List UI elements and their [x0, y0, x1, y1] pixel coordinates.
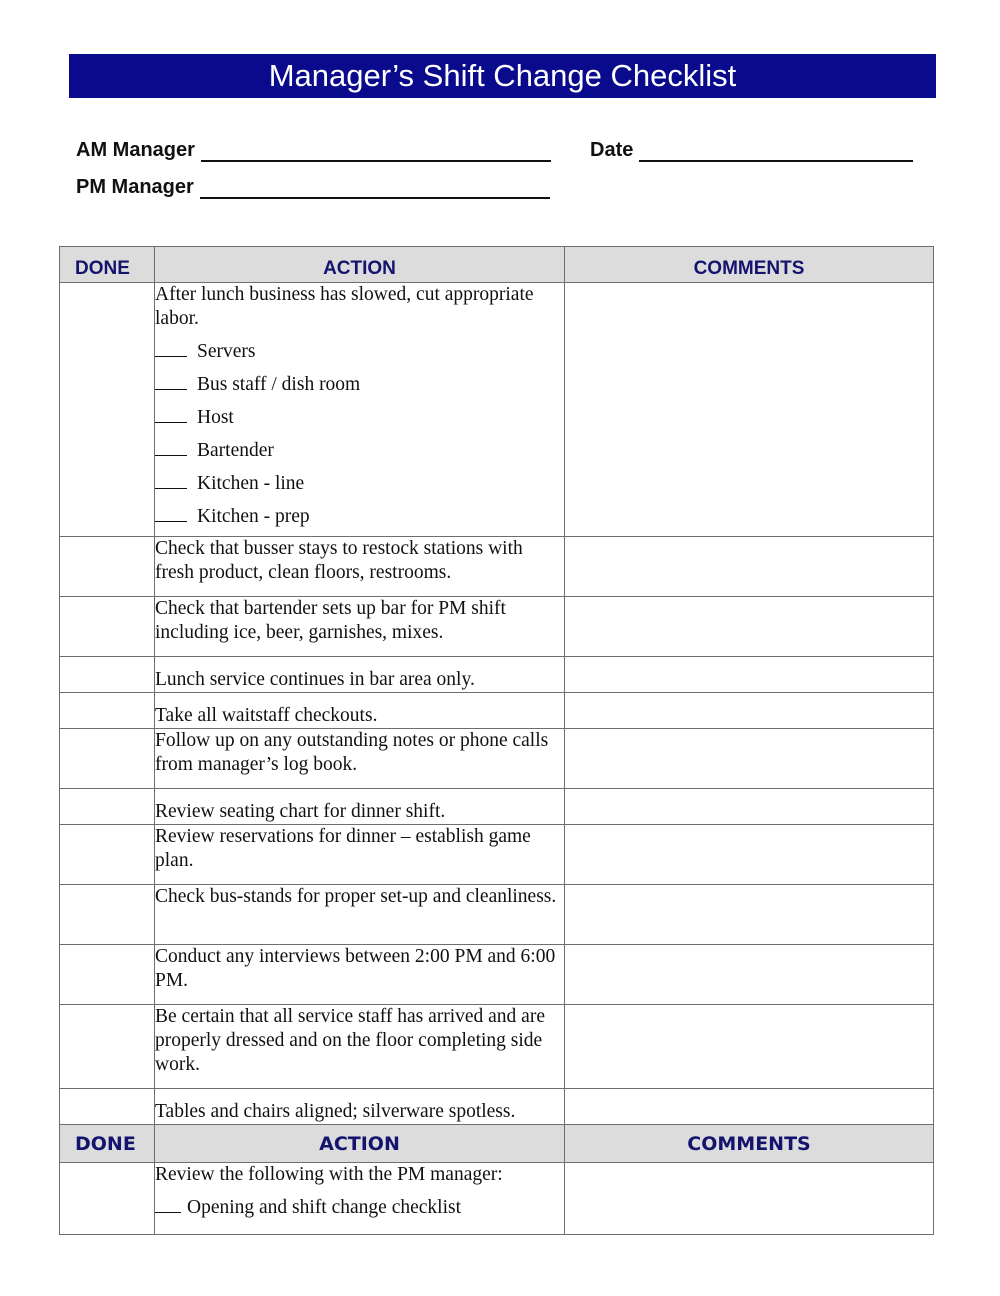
action-header: ACTION: [155, 247, 565, 283]
table-row: [60, 1163, 934, 1235]
pm-manager-label: PM Manager: [76, 176, 194, 198]
comments-cell[interactable]: [565, 825, 934, 885]
sub-item: Opening and shift change checklist: [155, 1194, 564, 1220]
done-cell[interactable]: [60, 1163, 155, 1235]
done-cell[interactable]: [60, 693, 155, 729]
am-manager-label: AM Manager: [76, 139, 195, 161]
action-cell: Review reservations for dinner – establish game plan.: [155, 825, 565, 885]
comments-header: COMMENTS: [565, 247, 934, 283]
checkbox-blank[interactable]: [155, 404, 187, 423]
date-input[interactable]: [639, 140, 913, 162]
table-row: [60, 1005, 934, 1089]
action-cell: Take all waitstaff checkouts.: [155, 693, 565, 729]
comments-cell[interactable]: [565, 283, 934, 537]
table-row: [60, 597, 934, 657]
done-header: DONE: [60, 247, 155, 283]
checkbox-blank[interactable]: [155, 338, 187, 357]
done-cell[interactable]: [60, 597, 155, 657]
pm-manager-field: [76, 175, 550, 199]
table-row: [60, 825, 934, 885]
table-row: [60, 657, 934, 693]
table-row: [60, 945, 934, 1005]
sub-item: Kitchen - prep: [155, 503, 564, 529]
checkbox-blank[interactable]: [155, 1194, 181, 1213]
comments-header: COMMENTS: [565, 1125, 934, 1163]
action-cell: Check that bartender sets up bar for PM shift including ice, beer, garnishes, mixes.: [155, 597, 565, 657]
done-cell[interactable]: [60, 1005, 155, 1089]
comments-cell[interactable]: [565, 693, 934, 729]
checklist-table: [59, 246, 934, 1235]
table-row: [60, 1089, 934, 1125]
action-text: Review the following with the PM manager:: [155, 1164, 503, 1185]
action-cell: Tables and chairs aligned; silverware spotless.: [155, 1089, 565, 1125]
table-row: [60, 885, 934, 945]
action-header: ACTION: [155, 1125, 565, 1163]
done-cell[interactable]: [60, 1089, 155, 1125]
table-header-row: [60, 247, 934, 283]
comments-cell[interactable]: [565, 729, 934, 789]
comments-cell[interactable]: [565, 657, 934, 693]
sub-item: Kitchen - line: [155, 470, 564, 496]
done-cell[interactable]: [60, 789, 155, 825]
done-cell[interactable]: [60, 657, 155, 693]
action-cell: Review seating chart for dinner shift.: [155, 789, 565, 825]
action-cell: [155, 283, 565, 537]
action-cell: Follow up on any outstanding notes or phone calls from manager’s log book.: [155, 729, 565, 789]
action-cell: Be certain that all service staff has arrived and are properly dressed and on the floor completing side work.: [155, 1005, 565, 1089]
comments-cell[interactable]: [565, 537, 934, 597]
date-label: Date: [590, 139, 634, 161]
sub-item: Host: [155, 404, 564, 430]
done-cell[interactable]: [60, 945, 155, 1005]
table-header-row: [60, 1125, 934, 1163]
comments-cell[interactable]: [565, 1089, 934, 1125]
done-cell[interactable]: [60, 537, 155, 597]
comments-cell[interactable]: [565, 597, 934, 657]
action-cell: Conduct any interviews between 2:00 PM and 6:00 PM.: [155, 945, 565, 1005]
am-manager-field: [76, 138, 551, 162]
done-cell[interactable]: [60, 283, 155, 537]
done-cell[interactable]: [60, 729, 155, 789]
action-cell: Check that busser stays to restock stations with fresh product, clean floors, restrooms.: [155, 537, 565, 597]
am-manager-input[interactable]: [201, 140, 551, 162]
table-row: [60, 693, 934, 729]
page-title: Manager’s Shift Change Checklist: [69, 54, 936, 98]
done-cell[interactable]: [60, 825, 155, 885]
checkbox-blank[interactable]: [155, 470, 187, 489]
date-field: [590, 138, 913, 162]
action-text: After lunch business has slowed, cut appropriate labor.: [155, 284, 534, 329]
comments-cell[interactable]: [565, 945, 934, 1005]
checkbox-blank[interactable]: [155, 437, 187, 456]
checkbox-blank[interactable]: [155, 503, 187, 522]
table-row: [60, 537, 934, 597]
table-row: [60, 283, 934, 537]
done-cell[interactable]: [60, 885, 155, 945]
action-cell: [155, 1163, 565, 1235]
done-header: DONE: [60, 1125, 155, 1163]
comments-cell[interactable]: [565, 1163, 934, 1235]
action-cell: Lunch service continues in bar area only.: [155, 657, 565, 693]
table-row: [60, 789, 934, 825]
checkbox-blank[interactable]: [155, 371, 187, 390]
comments-cell[interactable]: [565, 789, 934, 825]
pm-manager-input[interactable]: [200, 177, 550, 199]
comments-cell[interactable]: [565, 885, 934, 945]
sub-item: Bus staff / dish room: [155, 371, 564, 397]
sub-item: Servers: [155, 338, 564, 364]
table-row: [60, 729, 934, 789]
action-cell: Check bus-stands for proper set-up and cleanliness.: [155, 885, 565, 945]
sub-item: Bartender: [155, 437, 564, 463]
comments-cell[interactable]: [565, 1005, 934, 1089]
